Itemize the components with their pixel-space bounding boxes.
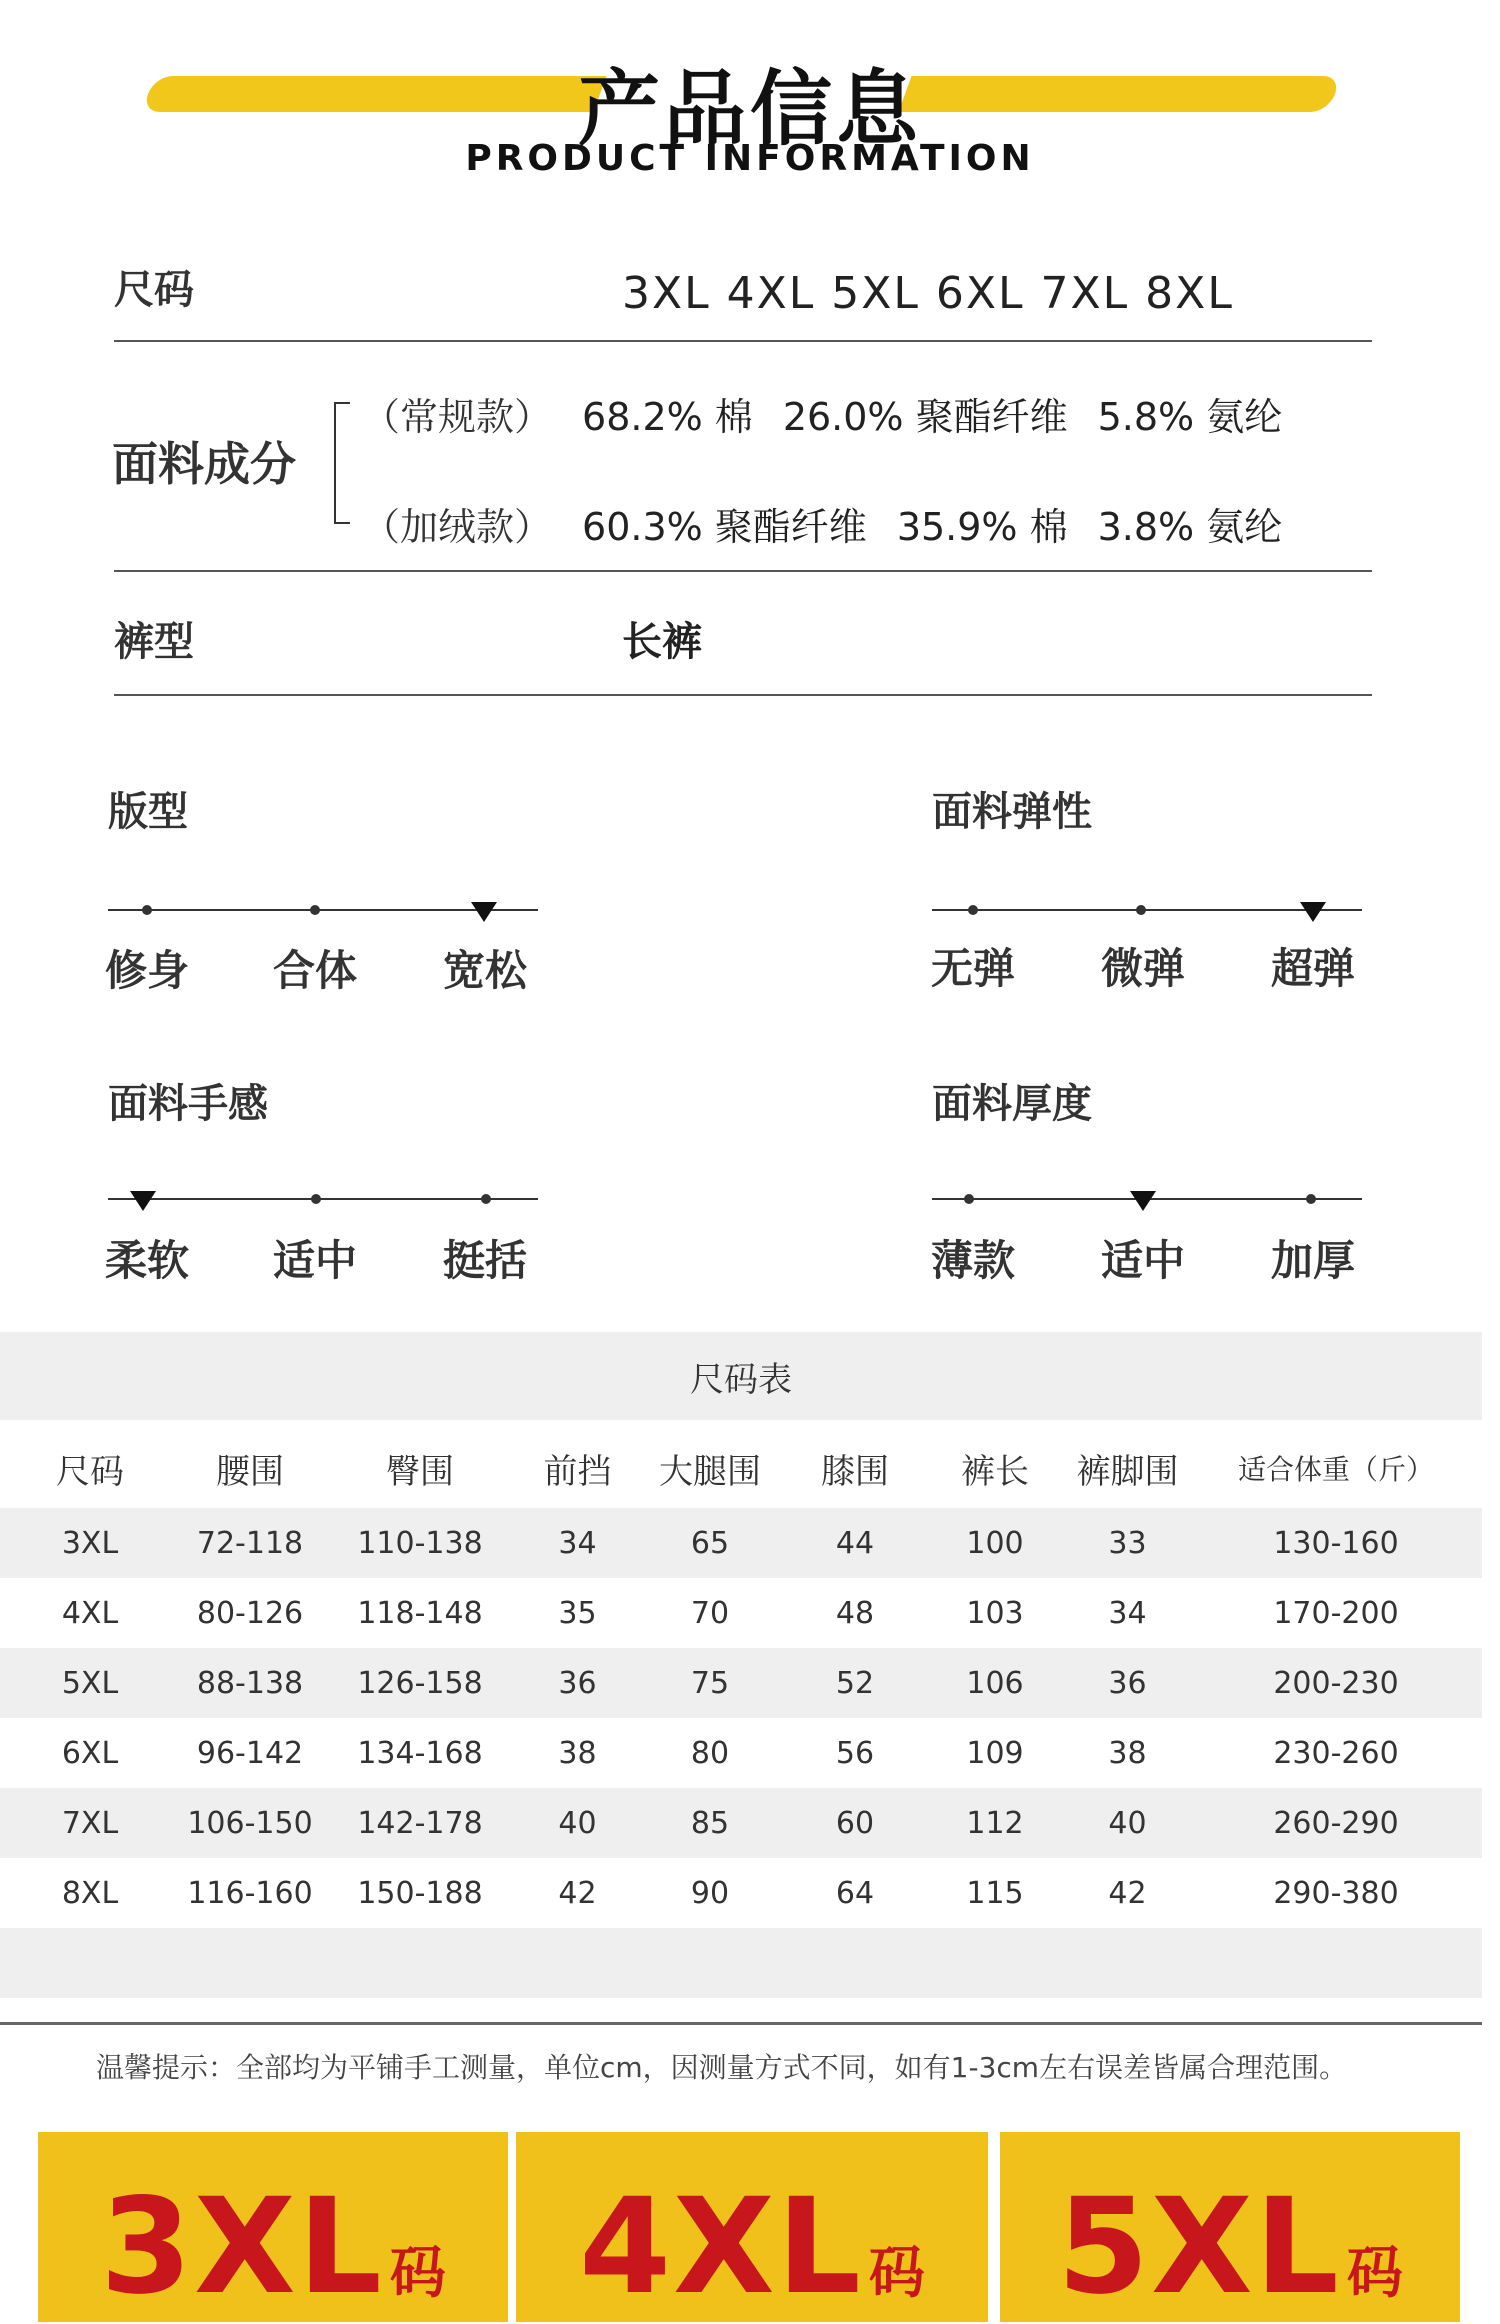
composition-kind: （加绒款） — [362, 505, 553, 549]
fit-option: 宽松 — [442, 946, 527, 995]
table-cell: 112 — [925, 1788, 1065, 1858]
scale-dot — [968, 905, 978, 915]
scale-dot — [310, 905, 320, 915]
table-cell: 44 — [785, 1508, 925, 1578]
table-cell: 142-178 — [320, 1788, 520, 1858]
table-cell: 3XL — [0, 1508, 180, 1578]
table-cell: 103 — [966, 1595, 1024, 1631]
table-row — [0, 1788, 1482, 1858]
table-spacer-row — [0, 1928, 1482, 1998]
table-cell: 106 — [925, 1648, 1065, 1718]
composition-label: 面料成分 — [112, 437, 296, 491]
size-tile-label: 3XL — [100, 2170, 384, 2324]
composition-part: 60.3% 聚酯纤维 — [582, 505, 867, 549]
elasticity-scale-line — [932, 909, 1362, 911]
table-row — [0, 1648, 1482, 1718]
table-cell: 34 — [1108, 1595, 1147, 1631]
composition-kind: （常规款） — [362, 395, 553, 439]
size-tile-suffix: 码 — [868, 2241, 925, 2306]
composition-brace — [334, 402, 350, 524]
measurement-tip: 温馨提示：全部均为平铺手工测量，单位cm，因测量方式不同，如有1-3cm左右误差皆属合理范围。 — [96, 2051, 1348, 2084]
table-cell: 48 — [835, 1595, 875, 1631]
pants-type-label: 裤型 — [114, 619, 194, 665]
table-header-cell: 裤脚围 — [1076, 1451, 1179, 1492]
table-cell: 40 — [520, 1788, 635, 1858]
table-cell: 65 — [635, 1508, 785, 1578]
table-cell: 35 — [558, 1595, 597, 1631]
size-tile — [1000, 2132, 1460, 2322]
table-cell: 116-160 — [187, 1875, 313, 1911]
table-cell: 75 — [635, 1648, 785, 1718]
table-cell: 60 — [785, 1788, 925, 1858]
scale-dot — [142, 905, 152, 915]
table-cell: 6XL — [61, 1735, 119, 1771]
thickness-option: 加厚 — [1270, 1236, 1355, 1285]
divider — [114, 340, 1372, 342]
table-cell: 52 — [785, 1648, 925, 1718]
selected-marker-icon — [471, 902, 497, 922]
size-tile-label: 5XL — [1057, 2170, 1341, 2324]
thickness-option: 薄款 — [930, 1236, 1015, 1285]
table-header-cell: 适合体重（斤） — [1237, 1453, 1434, 1486]
scale-dot — [1306, 1194, 1316, 1204]
table-cell: 109 — [966, 1735, 1024, 1771]
divider — [114, 694, 1372, 696]
size-label: 尺码 — [114, 267, 194, 313]
table-cell: 230-260 — [1273, 1735, 1399, 1771]
table-cell: 126-158 — [320, 1648, 520, 1718]
table-cell: 260-290 — [1190, 1788, 1482, 1858]
composition-part: 5.8% 氨纶 — [1097, 395, 1283, 439]
table-row — [0, 1858, 1482, 1928]
size-value: 3XL 4XL 5XL 6XL 7XL 8XL — [622, 268, 1234, 319]
table-cell: 34 — [520, 1508, 635, 1578]
table-header-row — [0, 1428, 1482, 1508]
size-tile-suffix: 码 — [389, 2241, 446, 2306]
table-cell: 70 — [690, 1595, 730, 1631]
table-cell: 100 — [925, 1508, 1065, 1578]
table-cell: 115 — [966, 1875, 1024, 1911]
page-subtitle: PRODUCT INFORMATION — [465, 138, 1035, 179]
size-tile-suffix: 码 — [1346, 2241, 1403, 2306]
table-cell: 38 — [1108, 1735, 1147, 1771]
fit-scale-title: 版型 — [108, 789, 188, 835]
composition-part: 3.8% 氨纶 — [1097, 505, 1283, 549]
table-cell: 80-126 — [196, 1595, 304, 1631]
table-cell: 96-142 — [196, 1735, 304, 1771]
scale-dot — [311, 1194, 321, 1204]
table-bottom-border — [0, 2022, 1482, 2025]
scale-dot — [1136, 905, 1146, 915]
table-cell: 36 — [1065, 1648, 1190, 1718]
hand-feel-option: 挺括 — [442, 1236, 527, 1285]
pants-type-value: 长裤 — [622, 619, 702, 665]
size-tile — [516, 2132, 988, 2322]
table-cell: 118-148 — [357, 1595, 483, 1631]
hand-feel-scale-line — [108, 1198, 538, 1200]
table-cell: 4XL — [61, 1595, 119, 1631]
elasticity-option: 超弹 — [1270, 944, 1355, 993]
page-title: 产品信息 — [577, 62, 922, 157]
fit-option: 修身 — [104, 946, 189, 995]
table-cell: 40 — [1065, 1788, 1190, 1858]
table-body — [0, 1508, 1482, 1998]
table-cell: 90 — [690, 1875, 730, 1911]
table-header-cell: 裤长 — [961, 1451, 1029, 1492]
table-cell: 8XL — [61, 1875, 119, 1911]
composition-part: 35.9% 棉 — [896, 505, 1068, 549]
composition-part: 68.2% 棉 — [582, 395, 753, 439]
table-header-cell: 尺码 — [56, 1451, 124, 1492]
hand-feel-option: 柔软 — [104, 1236, 189, 1285]
divider — [114, 570, 1372, 572]
hand-feel-option: 适中 — [272, 1236, 357, 1285]
table-header-cell: 前挡 — [543, 1451, 612, 1492]
scale-dot — [481, 1194, 491, 1204]
table-cell: 72-118 — [180, 1508, 320, 1578]
size-tile — [38, 2132, 508, 2322]
elasticity-scale-title: 面料弹性 — [932, 789, 1092, 835]
table-cell: 42 — [558, 1875, 597, 1911]
composition-part: 26.0% 聚酯纤维 — [782, 395, 1068, 439]
size-table — [0, 1428, 1482, 1998]
composition-regular — [362, 386, 1312, 441]
table-cell: 5XL — [0, 1648, 180, 1718]
table-cell: 80 — [690, 1735, 730, 1771]
table-spacer-cell — [0, 1928, 1482, 1998]
scale-dot — [964, 1194, 974, 1204]
table-cell: 134-168 — [357, 1735, 483, 1771]
table-cell: 110-138 — [320, 1508, 520, 1578]
table-cell: 150-188 — [357, 1875, 483, 1911]
hand-feel-scale-title: 面料手感 — [108, 1081, 268, 1127]
table-cell: 33 — [1065, 1508, 1190, 1578]
size-tile-label: 4XL — [579, 2170, 863, 2324]
table-row — [0, 1508, 1482, 1578]
thickness-option: 适中 — [1100, 1236, 1185, 1285]
size-table-title: 尺码表 — [690, 1360, 792, 1400]
table-cell: 64 — [835, 1875, 875, 1911]
table-cell: 7XL — [0, 1788, 180, 1858]
table-row — [0, 1718, 1482, 1788]
selected-marker-icon — [130, 1191, 156, 1211]
table-header-cell: 膝围 — [821, 1451, 889, 1492]
table-cell: 200-230 — [1190, 1648, 1482, 1718]
table-row — [0, 1578, 1482, 1648]
table-cell: 56 — [835, 1735, 875, 1771]
table-cell: 85 — [635, 1788, 785, 1858]
elasticity-option: 无弹 — [930, 944, 1015, 993]
selected-marker-icon — [1300, 902, 1326, 922]
table-cell: 42 — [1108, 1875, 1147, 1911]
table-cell: 38 — [558, 1735, 597, 1771]
table-header-cell: 大腿围 — [659, 1451, 761, 1492]
fit-option: 合体 — [272, 946, 357, 995]
table-header-cell: 腰围 — [216, 1451, 284, 1492]
composition-fleece — [362, 496, 1312, 551]
table-cell: 36 — [520, 1648, 635, 1718]
table-cell: 170-200 — [1273, 1595, 1399, 1631]
elasticity-option: 微弹 — [1100, 944, 1185, 993]
table-cell: 130-160 — [1190, 1508, 1482, 1578]
table-cell: 88-138 — [180, 1648, 320, 1718]
table-cell: 106-150 — [180, 1788, 320, 1858]
thickness-scale-title: 面料厚度 — [932, 1081, 1092, 1127]
table-cell: 290-380 — [1273, 1875, 1399, 1911]
table-header-cell: 臀围 — [386, 1451, 454, 1492]
selected-marker-icon — [1130, 1191, 1156, 1211]
